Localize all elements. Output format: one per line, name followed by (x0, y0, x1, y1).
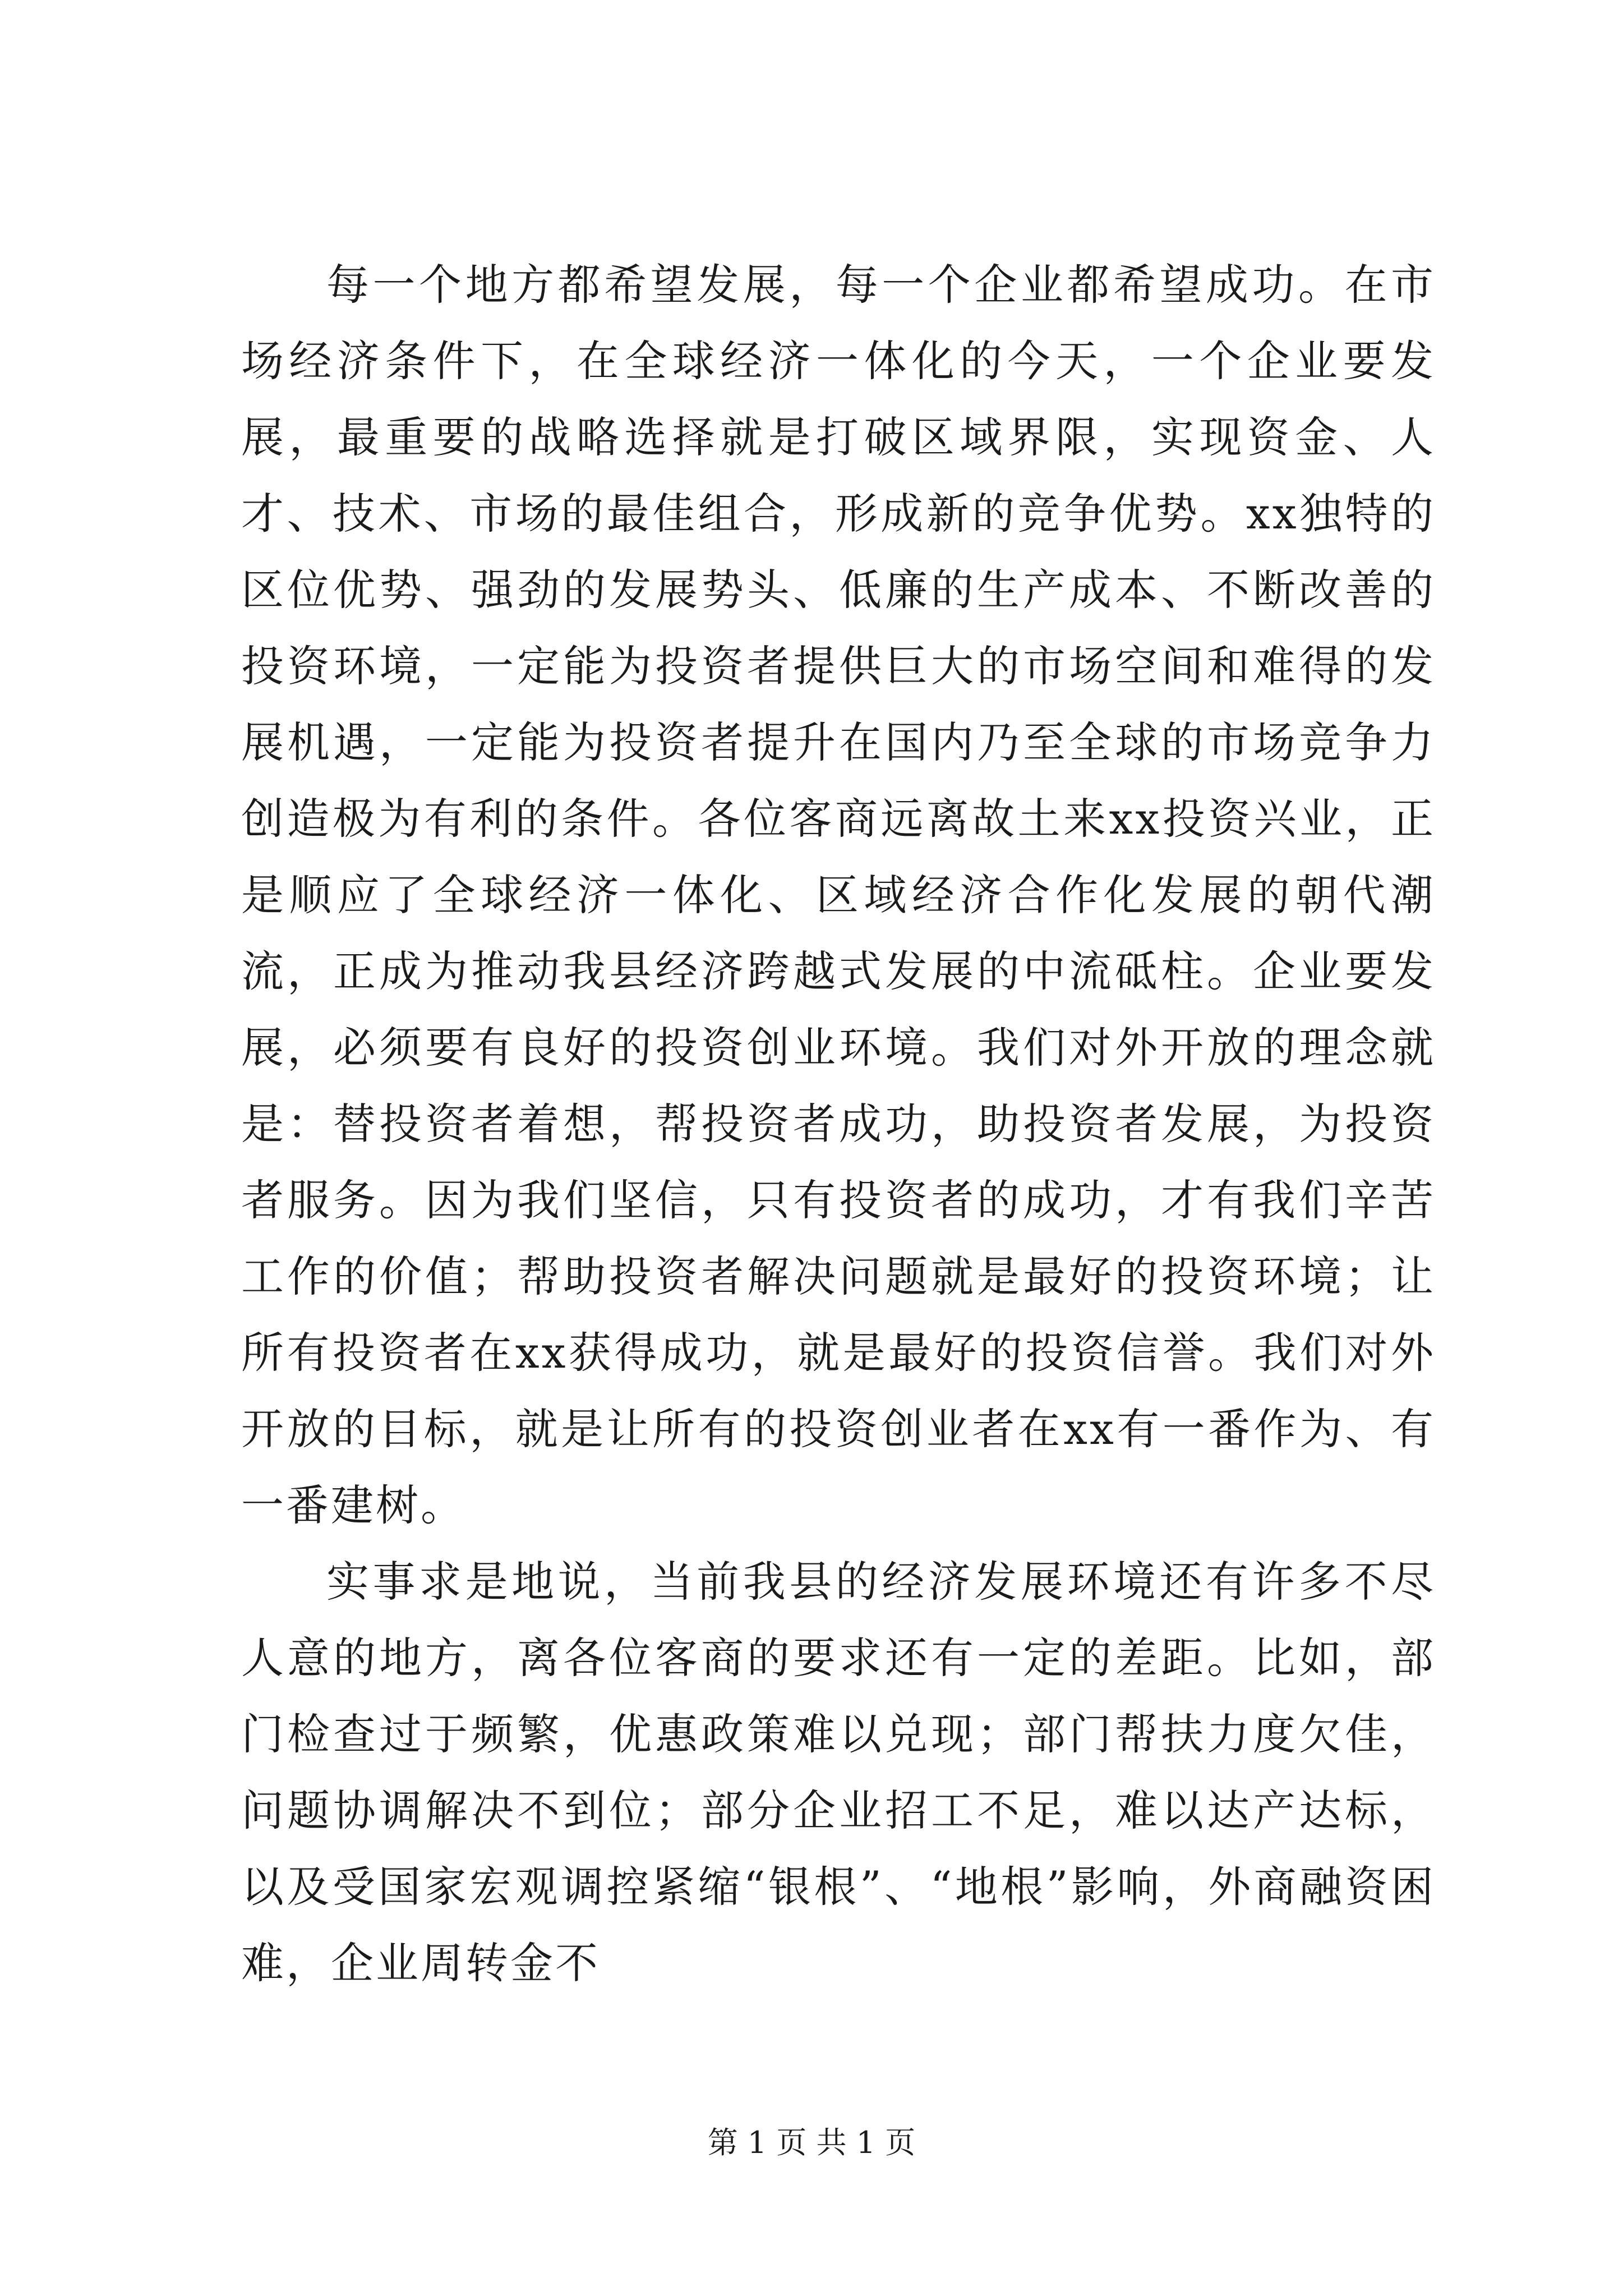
paragraph-1: 每一个地方都希望发展，每一个企业都希望成功。在市场经济条件下，在全球经济一体化的今天，一个企业要发展，最重要的战略选择就是打破区域界限，实现资金、人才、技术、市场的最佳组合，形成新的竞争优势。xx独特的区位优势、强劲的发展势头、低廉的生产成本、不断改善的投资环境，一定能为投资者提供巨大的市场空间和难得的发展机遇，一定能为投资者提升在国内乃至全球的市场竞争力创造极为有利的条件。各位客商远离故土来xx投资兴业，正是顺应了全球经济一体化、区域经济合作化发展的朝代潮流，正成为推动我县经济跨越式发展的中流砥柱。企业要发展，必须要有良好的投资创业环境。我们对外开放的理念就是：替投资者着想，帮投资者成功，助投资者发展，为投资者服务。因为我们坚信，只有投资者的成功，才有我们辛苦工作的价值；帮助投资者解决问题就是最好的投资环境；让所有投资者在xx获得成功，就是最好的投资信誉。我们对外开放的目标，就是让所有的投资创业者在xx有一番作为、有一番建树。 (241, 260, 1436, 1530)
paragraph-2: 实事求是地说，当前我县的经济发展环境还有许多不尽人意的地方，离各位客商的要求还有一定的差距。比如，部门检查过于频繁，优惠政策难以兑现；部门帮扶力度欠佳，问题协调解决不到位；部分企业招工不足，难以达产达标，以及受国家宏观调控紧缩“银根”、“地根”影响，外商融资困难，企业周转金不 (241, 1557, 1436, 1988)
document-body (241, 247, 1436, 2001)
page-footer: 第 1 页 共 1 页 (707, 2125, 916, 2160)
